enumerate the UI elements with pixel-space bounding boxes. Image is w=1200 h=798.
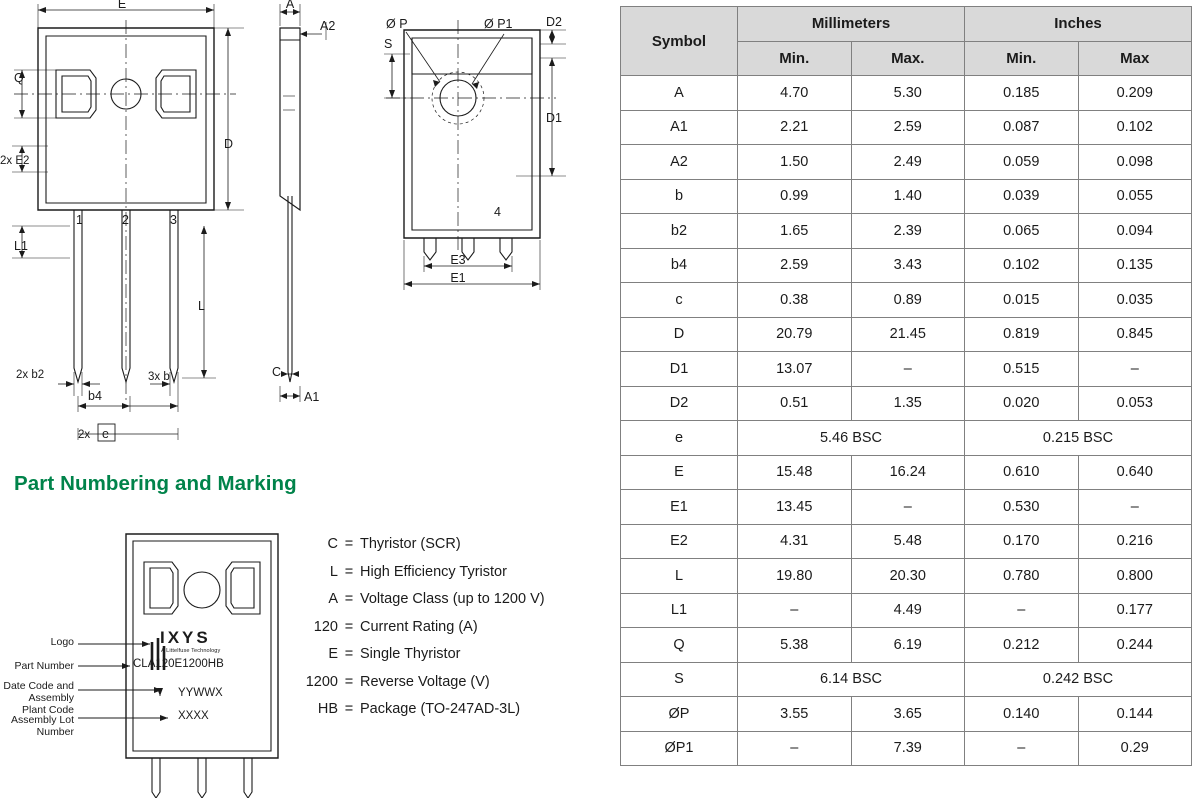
- cell-mm-max: 3.65: [851, 697, 965, 732]
- label-E1: E1: [450, 271, 466, 285]
- littelfuse-tagline: A Littelfuse Technology: [161, 648, 221, 654]
- legend-equals: =: [344, 646, 354, 662]
- cell-mm-min: –: [738, 593, 852, 628]
- table-row: [621, 145, 1192, 180]
- cell-symbol: S: [621, 662, 738, 697]
- table-row: [621, 593, 1192, 628]
- cell-in-max: 0.177: [1078, 593, 1192, 628]
- label-A1: A1: [304, 390, 320, 404]
- cell-mm-max: 16.24: [851, 455, 965, 490]
- table-row: [621, 179, 1192, 214]
- cell-mm-max: –: [851, 352, 965, 387]
- legend-code: 1200: [305, 673, 338, 690]
- label-E: E: [117, 0, 127, 11]
- col-symbol: Symbol: [621, 7, 738, 76]
- cell-in: 0.215 BSC: [965, 421, 1192, 456]
- section-heading-part-numbering: Part Numbering and Marking: [14, 472, 297, 495]
- cell-mm-min: 2.59: [738, 248, 852, 283]
- cell-in-max: 0.102: [1078, 110, 1192, 145]
- table-row: [621, 697, 1192, 732]
- cell-mm-min: 0.99: [738, 179, 852, 214]
- cell-mm-min: 20.79: [738, 317, 852, 352]
- cell-in-min: 0.102: [965, 248, 1079, 283]
- label-C: C: [272, 365, 282, 379]
- cell-mm-max: 6.19: [851, 628, 965, 663]
- legend-row: [292, 701, 602, 717]
- callout-logo: Logo: [50, 636, 74, 648]
- col-in-max: Max: [1078, 41, 1192, 76]
- cell-mm: 6.14 BSC: [738, 662, 965, 697]
- cell-mm-min: 1.65: [738, 214, 852, 249]
- cell-symbol: A: [621, 76, 738, 111]
- cell-symbol: E: [621, 455, 738, 490]
- cell-in-max: 0.29: [1078, 731, 1192, 766]
- cell-mm-min: 13.07: [738, 352, 852, 387]
- cell-in-min: 0.039: [965, 179, 1079, 214]
- cell-in-min: 0.780: [965, 559, 1079, 594]
- cell-symbol: ØP1: [621, 731, 738, 766]
- label-A: A: [285, 0, 295, 11]
- cell-in-min: 0.020: [965, 386, 1079, 421]
- cell-in-min: 0.087: [965, 110, 1079, 145]
- table-row: [621, 317, 1192, 352]
- table-row: [621, 421, 1192, 456]
- label-diaP1: Ø P1: [484, 17, 513, 31]
- col-inches: Inches: [965, 7, 1192, 42]
- cell-in-max: 0.144: [1078, 697, 1192, 732]
- cell-mm: 5.46 BSC: [738, 421, 965, 456]
- cell-in-max: 0.244: [1078, 628, 1192, 663]
- cell-symbol: E1: [621, 490, 738, 525]
- label-2xb2: 2x b2: [16, 369, 45, 381]
- part-number-legend: [292, 536, 602, 729]
- label-pin4: 4: [494, 205, 501, 219]
- cell-in-min: 0.140: [965, 697, 1079, 732]
- cell-in-min: 0.515: [965, 352, 1079, 387]
- table-row: [621, 352, 1192, 387]
- cell-symbol: E2: [621, 524, 738, 559]
- cell-symbol: L1: [621, 593, 738, 628]
- label-2xe: 2x: [78, 429, 91, 441]
- dimension-table-body: [621, 76, 1192, 766]
- cell-mm-min: 4.70: [738, 76, 852, 111]
- cell-mm-max: 21.45: [851, 317, 965, 352]
- cell-mm-min: –: [738, 731, 852, 766]
- cell-symbol: ØP: [621, 697, 738, 732]
- ixys-brand-text: IXYS: [160, 628, 211, 647]
- label-diaP: Ø P: [386, 17, 408, 31]
- cell-in-max: 0.055: [1078, 179, 1192, 214]
- callout-date-code: Date Code and Assembly Plant Code: [3, 680, 74, 717]
- cell-symbol: D1: [621, 352, 738, 387]
- legend-row: [292, 564, 602, 580]
- cell-in-max: 0.209: [1078, 76, 1192, 111]
- cell-symbol: b4: [621, 248, 738, 283]
- table-row: [621, 490, 1192, 525]
- marked-date-code: YYWWX: [178, 687, 223, 699]
- label-D1: D1: [546, 111, 562, 125]
- cell-mm-min: 19.80: [738, 559, 852, 594]
- cell-in-min: 0.015: [965, 283, 1079, 318]
- cell-mm-min: 2.21: [738, 110, 852, 145]
- cell-mm-max: 4.49: [851, 593, 965, 628]
- cell-mm-min: 15.48: [738, 455, 852, 490]
- legend-equals: =: [344, 701, 354, 717]
- cell-mm-max: 0.89: [851, 283, 965, 318]
- legend-equals: =: [344, 536, 354, 552]
- col-mm-min: Min.: [738, 41, 852, 76]
- legend-description: Thyristor (SCR): [360, 536, 461, 552]
- legend-description: Reverse Voltage (V): [360, 673, 490, 690]
- cell-in-min: 0.610: [965, 455, 1079, 490]
- legend-code: E: [328, 646, 338, 662]
- cell-symbol: A1: [621, 110, 738, 145]
- cell-in: 0.242 BSC: [965, 662, 1192, 697]
- table-row: [621, 248, 1192, 283]
- legend-description: Single Thyristor: [360, 646, 461, 662]
- legend-code: 120: [313, 618, 338, 635]
- cell-mm-max: 2.59: [851, 110, 965, 145]
- label-A2: A2: [320, 19, 336, 33]
- table-row: [621, 110, 1192, 145]
- label-pin3: 3: [170, 213, 177, 227]
- cell-mm-max: 5.30: [851, 76, 965, 111]
- legend-code: A: [328, 591, 338, 607]
- legend-equals: =: [344, 673, 354, 690]
- label-E3: E3: [450, 253, 466, 267]
- callout-lot-number: Assembly Lot Number: [10, 714, 74, 739]
- table-row: [621, 455, 1192, 490]
- cell-mm-max: 1.40: [851, 179, 965, 214]
- table-row: [621, 731, 1192, 766]
- label-3xb: 3x b: [148, 371, 170, 383]
- legend-row: [292, 619, 602, 635]
- cell-in-min: 0.212: [965, 628, 1079, 663]
- cell-in-min: 0.530: [965, 490, 1079, 525]
- cell-mm-max: –: [851, 490, 965, 525]
- cell-in-min: 0.059: [965, 145, 1079, 180]
- legend-row: [292, 536, 602, 552]
- legend-code: HB: [317, 701, 338, 717]
- table-row: [621, 524, 1192, 559]
- cell-in-max: 0.094: [1078, 214, 1192, 249]
- cell-symbol: c: [621, 283, 738, 318]
- cell-symbol: D: [621, 317, 738, 352]
- cell-symbol: b: [621, 179, 738, 214]
- cell-in-max: 0.800: [1078, 559, 1192, 594]
- label-b4: b4: [88, 389, 102, 403]
- legend-description: High Efficiency Tyristor: [360, 563, 507, 580]
- dimension-table-container: [620, 6, 1192, 766]
- cell-mm-min: 13.45: [738, 490, 852, 525]
- cell-symbol: A2: [621, 145, 738, 180]
- col-millimeters: Millimeters: [738, 7, 965, 42]
- cell-in-max: –: [1078, 490, 1192, 525]
- cell-mm-max: 1.35: [851, 386, 965, 421]
- cell-mm-min: 0.51: [738, 386, 852, 421]
- table-group-header-row: [621, 7, 1192, 42]
- label-Q: Q: [14, 71, 24, 85]
- legend-code: C: [327, 536, 338, 552]
- package-outline-drawings: [0, 0, 612, 470]
- cell-symbol: L: [621, 559, 738, 594]
- cell-mm-min: 0.38: [738, 283, 852, 318]
- table-row: [621, 76, 1192, 111]
- cell-in-max: 0.098: [1078, 145, 1192, 180]
- label-L: L: [198, 299, 205, 313]
- label-S: S: [384, 37, 393, 51]
- legend-equals: =: [344, 618, 354, 635]
- cell-mm-max: 20.30: [851, 559, 965, 594]
- table-row: [621, 283, 1192, 318]
- marked-part-number: CLA120E1200HB: [133, 658, 224, 670]
- table-row: [621, 559, 1192, 594]
- col-mm-max: Max.: [851, 41, 965, 76]
- cell-in-min: 0.065: [965, 214, 1079, 249]
- cell-mm-min: 1.50: [738, 145, 852, 180]
- col-in-min: Min.: [965, 41, 1079, 76]
- cell-in-max: 0.053: [1078, 386, 1192, 421]
- cell-symbol: Q: [621, 628, 738, 663]
- dimension-table-header: [621, 7, 1192, 76]
- cell-mm-max: 7.39: [851, 731, 965, 766]
- legend-description: Voltage Class (up to 1200 V): [360, 591, 545, 607]
- callout-part-number: Part Number: [14, 660, 74, 672]
- label-pin2: 2: [122, 213, 129, 227]
- cell-mm-min: 4.31: [738, 524, 852, 559]
- legend-equals: =: [344, 563, 354, 580]
- table-row: [621, 386, 1192, 421]
- cell-in-max: 0.640: [1078, 455, 1192, 490]
- cell-in-max: 0.035: [1078, 283, 1192, 318]
- cell-mm-max: 5.48: [851, 524, 965, 559]
- cell-mm-min: 5.38: [738, 628, 852, 663]
- cell-mm-min: 3.55: [738, 697, 852, 732]
- label-L1: L1: [14, 239, 28, 253]
- legend-description: Current Rating (A): [360, 618, 478, 635]
- table-row: [621, 628, 1192, 663]
- cell-in-min: 0.185: [965, 76, 1079, 111]
- label-e: e: [102, 427, 109, 441]
- cell-in-min: –: [965, 731, 1079, 766]
- legend-row: [292, 674, 602, 690]
- legend-row: [292, 591, 602, 607]
- legend-row: [292, 646, 602, 662]
- label-D: D: [224, 137, 234, 151]
- cell-in-max: 0.845: [1078, 317, 1192, 352]
- cell-mm-max: 2.39: [851, 214, 965, 249]
- cell-mm-max: 3.43: [851, 248, 965, 283]
- marked-lot-number: XXXX: [178, 710, 209, 722]
- cell-symbol: b2: [621, 214, 738, 249]
- label-2xE2: 2x E2: [0, 155, 30, 167]
- cell-in-max: 0.216: [1078, 524, 1192, 559]
- cell-in-max: 0.135: [1078, 248, 1192, 283]
- cell-in-min: 0.170: [965, 524, 1079, 559]
- cell-symbol: D2: [621, 386, 738, 421]
- cell-symbol: e: [621, 421, 738, 456]
- label-D2: D2: [546, 15, 562, 29]
- cell-in-min: –: [965, 593, 1079, 628]
- legend-equals: =: [344, 591, 354, 607]
- label-pin1: 1: [76, 213, 83, 227]
- legend-description: Package (TO-247AD-3L): [360, 701, 521, 717]
- table-row: [621, 662, 1192, 697]
- dimension-table: [620, 6, 1192, 766]
- cell-in-max: –: [1078, 352, 1192, 387]
- cell-mm-max: 2.49: [851, 145, 965, 180]
- cell-in-min: 0.819: [965, 317, 1079, 352]
- table-row: [621, 214, 1192, 249]
- legend-code: L: [329, 563, 338, 580]
